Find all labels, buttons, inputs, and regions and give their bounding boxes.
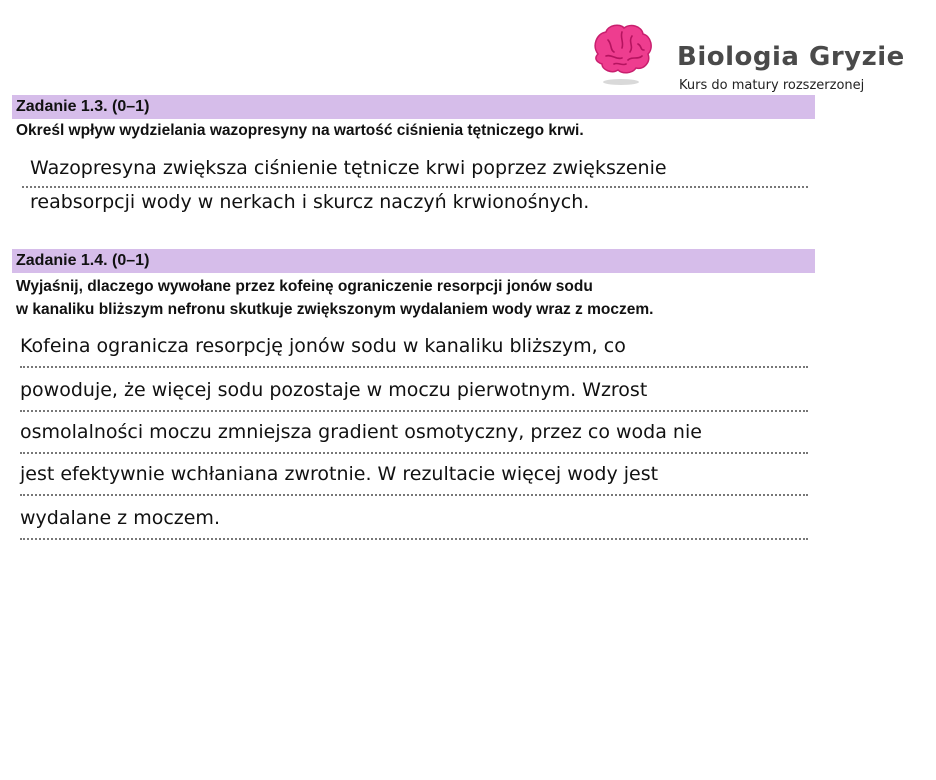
- brand-logo: [588, 20, 918, 93]
- answer-line: wydalane z moczem.: [20, 498, 808, 540]
- task-question: Wyjaśnij, dlaczego wywołane przez kofeinę ograniczenie resorpcji jonów sodu: [16, 278, 593, 295]
- answer-line: powoduje, że więcej sodu pozostaje w moczu pierwotnym. Wzrost: [20, 370, 808, 412]
- brand-title: Biologia Gryzie: [677, 42, 905, 72]
- answer-line: Kofeina ogranicza resorpcję jonów sodu w kanaliku bliższym, co: [20, 326, 808, 368]
- answer-line: reabsorpcji wody w nerkach i skurcz naczyń krwionośnych.: [30, 191, 590, 213]
- task-question: w kanaliku bliższym nefronu skutkuje zwiększonym wydalaniem wody wraz z moczem.: [16, 301, 654, 318]
- brand-subtitle: Kurs do matury rozszerzonej: [679, 78, 865, 93]
- task-question: Określ wpływ wydzielania wazopresyny na wartość ciśnienia tętniczego krwi.: [16, 122, 584, 139]
- answer-line: osmolalności moczu zmniejsza gradient osmotyczny, przez co woda nie: [20, 412, 808, 454]
- task-header: Zadanie 1.4. (0–1): [12, 249, 815, 273]
- task-header: Zadanie 1.3. (0–1): [12, 95, 815, 119]
- answer-line: Wazopresyna zwiększa ciśnienie tętnicze krwi poprzez zwiększenie: [22, 148, 808, 188]
- answer-line: jest efektywnie wchłaniana zwrotnie. W rezultacie więcej wody jest: [20, 454, 808, 496]
- brain-icon: [588, 20, 656, 88]
